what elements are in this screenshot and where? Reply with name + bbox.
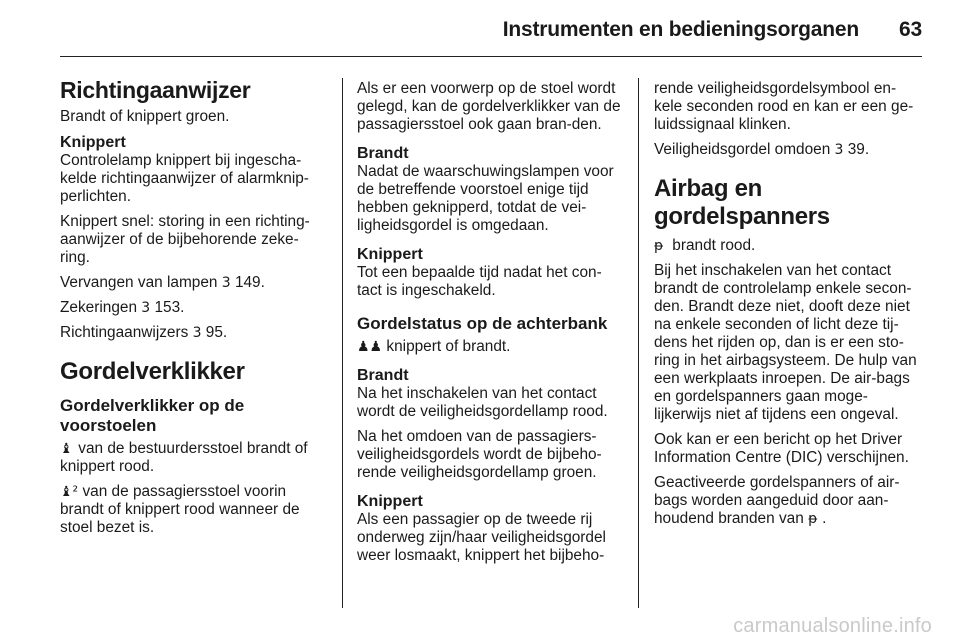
brandt2-text-1: Na het inschakelen van het contact wordt de veiligheidsgordellamp rood.	[357, 385, 608, 420]
column-divider-1	[342, 78, 343, 608]
seatbelt-rear-icon: ♟♟	[357, 339, 383, 355]
heading-brandt-2: Brandt	[357, 367, 409, 384]
column-3	[654, 80, 918, 535]
column-divider-2	[638, 78, 639, 608]
ref-arrow-icon: 3	[192, 325, 202, 341]
knippert-text-1: Controlelamp knippert bij ingescha-kelde richtingaanwijzer of alarmknip-perlichten.	[60, 152, 309, 205]
heading-knippert-3: Knippert	[357, 493, 423, 510]
heading-knippert: Knippert	[60, 134, 126, 151]
seatbelt-passenger-icon: ♝²	[60, 484, 79, 500]
header-title: Instrumenten en bedieningsorganen	[502, 18, 860, 41]
header-rule	[60, 56, 922, 57]
heading-gordelstatus: Gordelstatus op de achterbank	[357, 314, 608, 333]
column-1	[60, 76, 324, 544]
gordel-driver-text: ♝ van de bestuurdersstoel brandt of knippert rood.	[60, 440, 308, 475]
page-number: 63	[899, 18, 922, 41]
col2-intro: Als er een voorwerp op de stoel wordt gelegd, kan de gordelverklikker van de passagiersstoel ook gaan bran-den.	[357, 80, 621, 133]
heading-richtingaanwijzer: Richtingaanwijzer	[60, 77, 251, 103]
ref-zekeringen[interactable]: Zekeringen 3 153.	[60, 299, 185, 316]
ref-arrow-icon: 3	[221, 275, 231, 291]
airbag-icon: ᵽ	[654, 238, 664, 254]
brandt2-text-2: Na het omdoen van de passagiers-veiligheidsgordels wordt de bijbeho-rende veiligheidsgordellamp groen.	[357, 428, 602, 481]
brandt-text: Nadat de waarschuwingslampen voor de betreffende voorstoel enige tijd hebben geknipperd, totdat de vei-ligheidsgordel is omgedaan.	[357, 163, 614, 234]
ref-lampen[interactable]: Vervangen van lampen 3 149.	[60, 274, 265, 291]
ref-richtingaanwijzers[interactable]: Richtingaanwijzers 3 95.	[60, 324, 228, 341]
gordelstatus-text: ♟♟ knippert of brandt.	[357, 338, 511, 355]
heading-gordel-voorstoelen: Gordelverklikker op de voorstoelen	[60, 396, 245, 435]
ref-arrow-icon: 3	[834, 142, 844, 158]
richting-text: Brandt of knippert groen.	[60, 108, 230, 125]
gordel-passenger-text: ♝² van de passagiersstoel voorin brandt of knippert rood wanneer de stoel bezet is.	[60, 483, 300, 536]
ref-arrow-icon: 3	[141, 300, 151, 316]
knippert2-text: Als een passagier op de tweede rij onderweg zijn/haar veiligheidsgordel weer losmaakt, knippert het bijbeho-	[357, 511, 606, 564]
heading-airbag: Airbag en gordelspanners	[654, 175, 830, 230]
page-header	[503, 18, 922, 42]
heading-brandt: Brandt	[357, 145, 409, 162]
heading-knippert-2: Knippert	[357, 246, 423, 263]
knippert-text-2: Knippert snel: storing in een richting-aanwijzer of de bijbehorende zeke-ring.	[60, 213, 310, 266]
ref-gordel-omdoen[interactable]: Veiligheidsgordel omdoen 3 39.	[654, 141, 870, 158]
heading-gordelverklikker: Gordelverklikker	[60, 358, 245, 385]
seatbelt-driver-icon: ♝	[60, 441, 73, 457]
airbag-text-4: Geactiveerde gordelspanners of air-bags worden aangeduid door aan-houdend branden van ᵽ .	[654, 474, 900, 527]
airbag-text-2: Bij het inschakelen van het contact brandt de controlelamp enkele secon-den. Brandt deze niet, dooft deze niet na enkele seconden of licht deze tij-dens het rijden op, dan is er een sto-ring in het airbagsysteem. De hulp van een werkplaats inroepen. De air-bags en gordelspanners gaan moge-lijkerwijs niet af tijdens een ongeval.	[654, 262, 917, 423]
col3-intro: rende veiligheidsgordelsymbool en-kele seconden rood en kan er een ge-luidssignaal klinken.	[654, 80, 914, 133]
airbag-text-1: ᵽ brandt rood.	[654, 237, 756, 254]
airbag-text-3: Ook kan er een bericht op het Driver Information Centre (DIC) verschijnen.	[654, 431, 909, 466]
airbag-icon: ᵽ	[808, 511, 818, 527]
knippert-text: Tot een bepaalde tijd nadat het con-tact is ingeschakeld.	[357, 264, 602, 299]
column-2	[357, 80, 621, 572]
watermark: carmanualsonline.info	[733, 615, 932, 637]
